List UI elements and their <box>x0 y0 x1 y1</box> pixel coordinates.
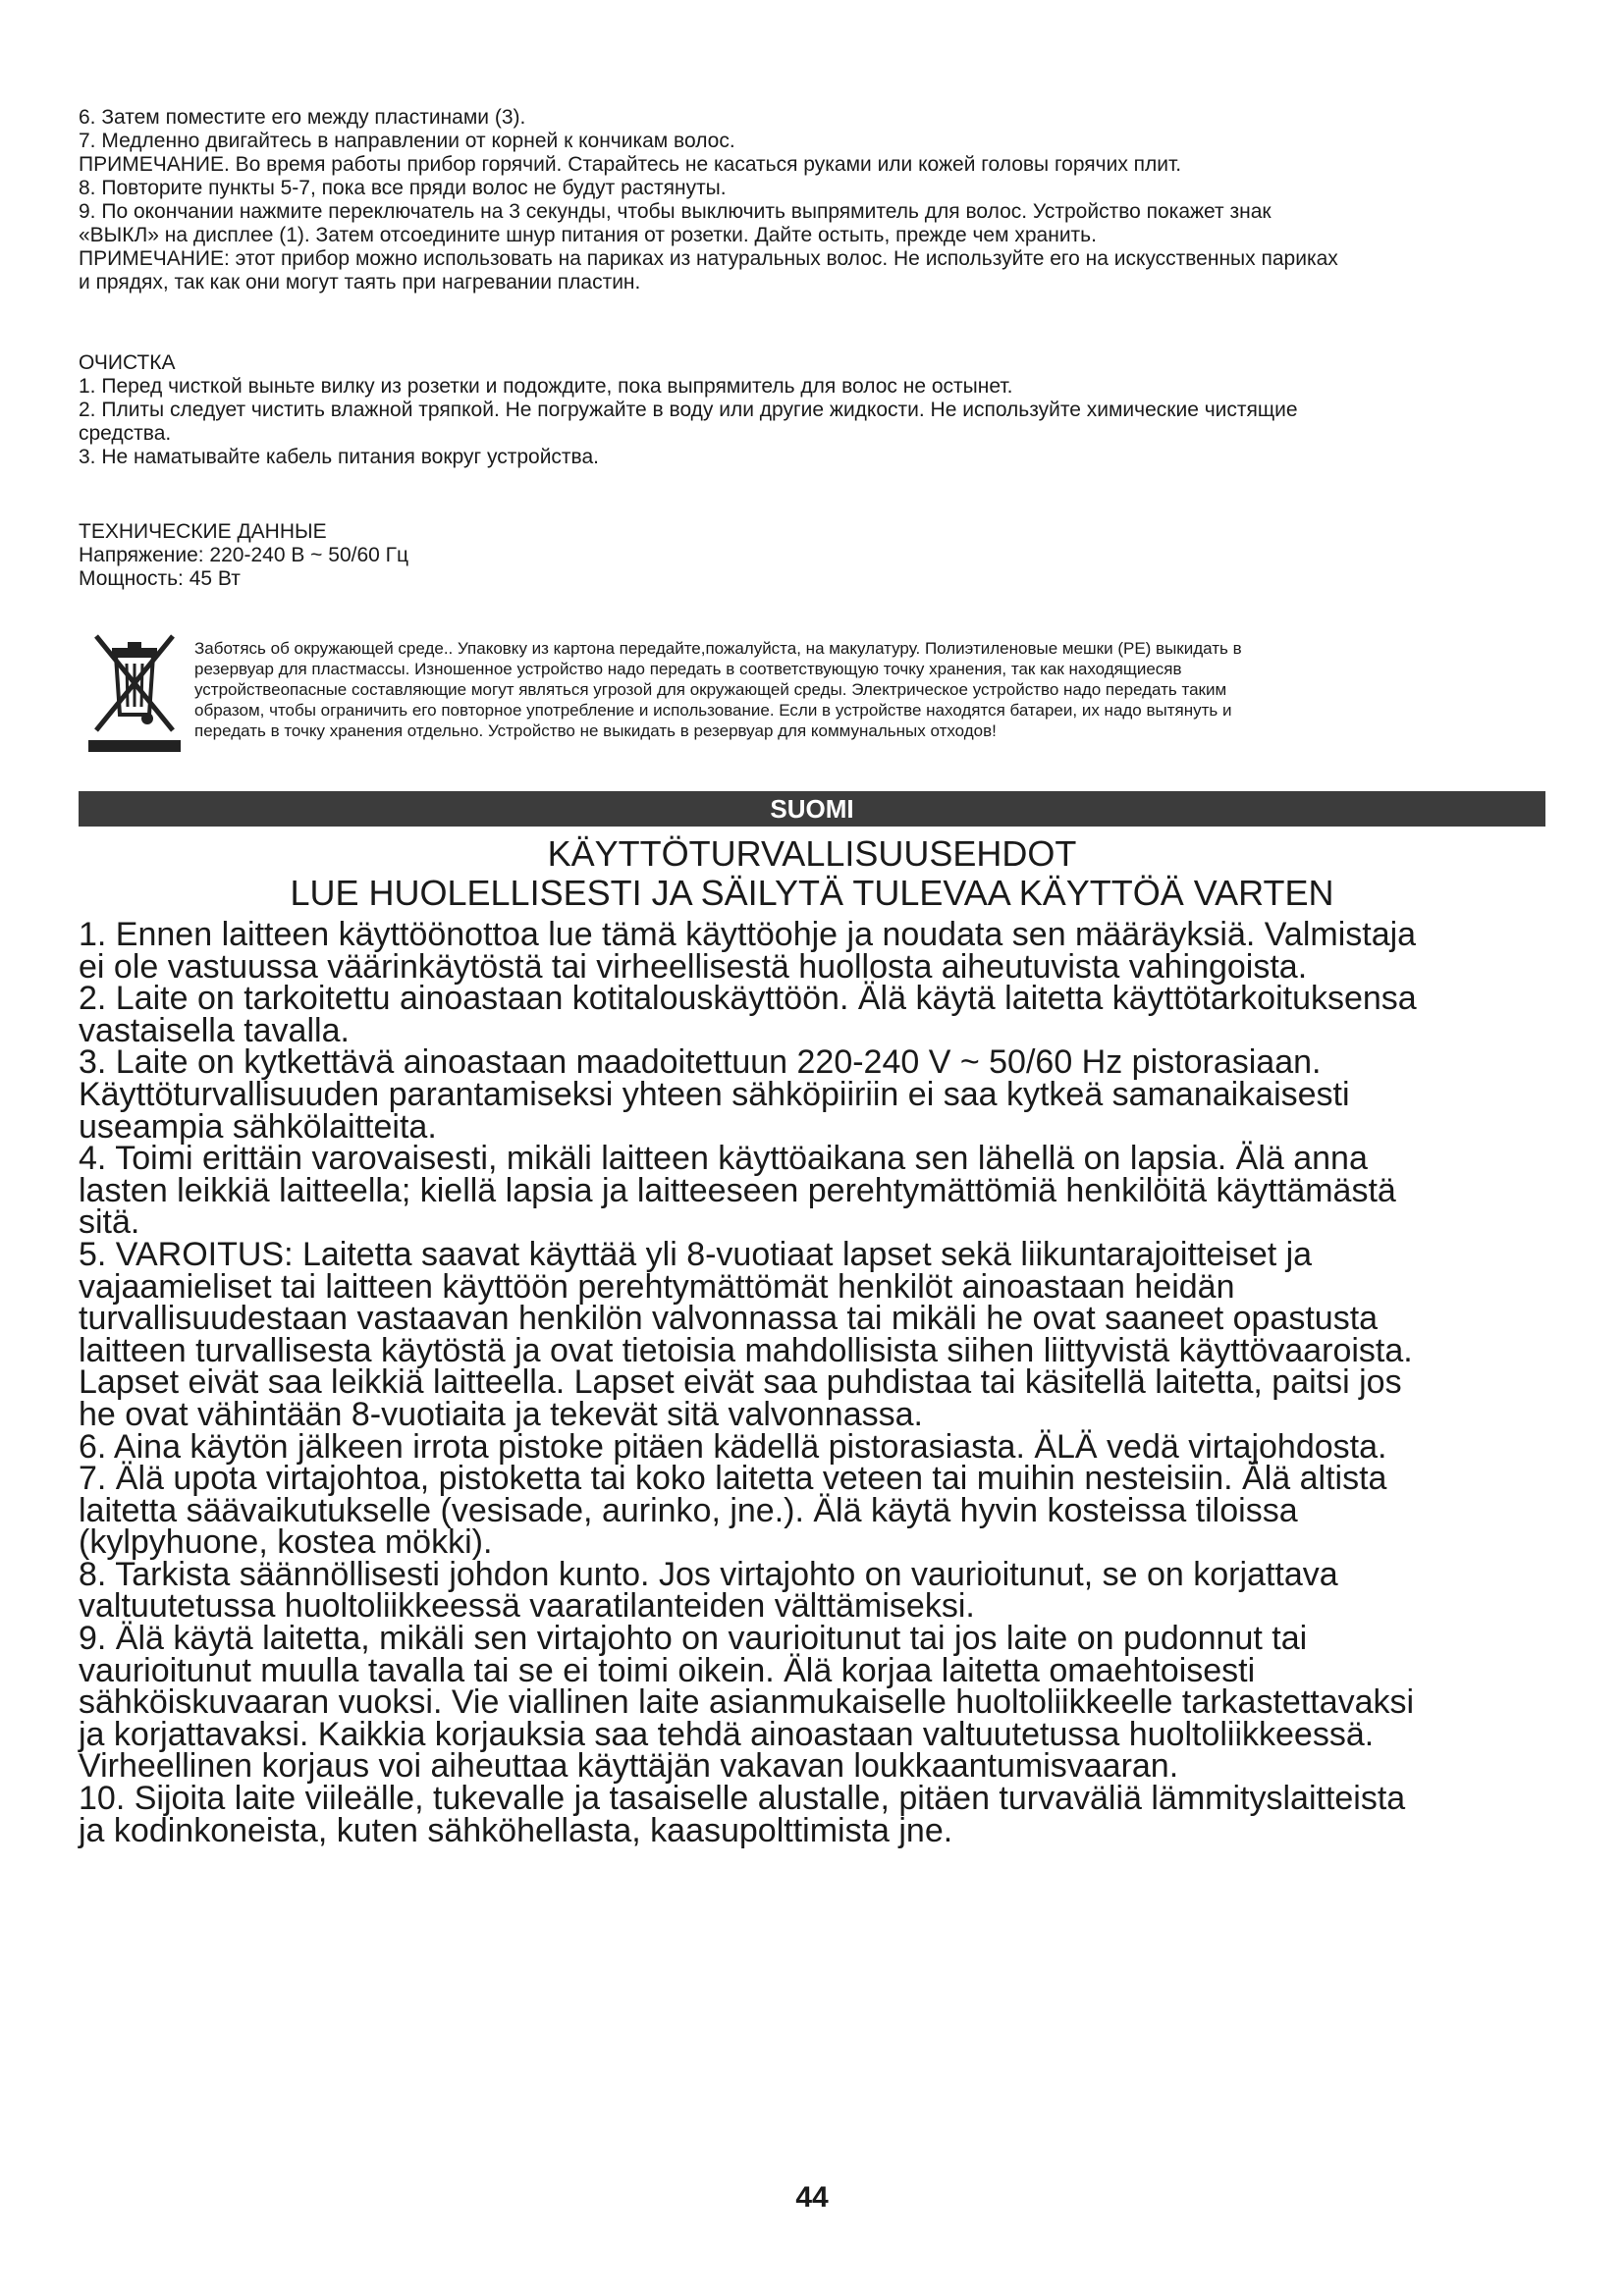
text-line: ja korjattavaksi. Kaikkia korjauksia saa tehdä ainoastaan valtuutetussa huoltoliikkeessä. <box>79 1715 1375 1753</box>
text-line: 7. Älä upota virtajohtoa, pistoketta tai koko laitetta veteen tai muihin nesteisiin. Älä altista <box>79 1460 1387 1498</box>
text-line: laitetta säävaikutukselle (vesisade, aurinko, jne.). Älä käytä hyvin kosteissa tiloissa <box>79 1491 1298 1529</box>
text-line: 4. Toimi erittäin varovaisesti, mikäli laitteen käyttöaikana sen lähellä on lapsia. Älä anna <box>79 1140 1368 1178</box>
text-line: Заботясь об окружающей среде.. Упаковку из картона передайте,пожалуйста, на макулатуру. Полиэтиленовые мешки (PE) выкидать в <box>194 639 1242 658</box>
text-line: 8. Tarkista säännöllisesti johdon kunto. Jos virtajohto on vaurioitunut, se on korjattava <box>79 1555 1338 1593</box>
text-line: ПРИМЕЧАНИЕ: этот прибор можно использовать на париках из натуральных волос. Не используйте его на искусственных париках <box>79 247 1338 270</box>
text-line: 2. Плиты следует чистить влажной тряпкой. Не погружайте в воду или другие жидкости. Не используйте химические чистящие <box>79 399 1298 421</box>
text-line: Мощность: 45 Вт <box>79 567 241 590</box>
text-line: vaurioitunut muulla tavalla tai se ei toimi oikein. Älä korjaa laitetta omaehtoisesti <box>79 1651 1256 1689</box>
text-line: ПРИМЕЧАНИЕ. Во время работы прибор горячий. Старайтесь не касаться руками или кожей головы горячих плит. <box>79 153 1182 176</box>
fi-title-2: LUE HUOLELLISESTI JA SÄILYTÄ TULEVAA KÄYTTÖÄ VARTEN <box>290 873 1334 913</box>
tech-data-section <box>79 520 1551 591</box>
section-banner: SUOMI <box>79 791 1545 827</box>
text-line: vajaamieliset tai laitteen käyttöön perehtymättömät henkilöt ainoastaan heidän <box>79 1267 1235 1306</box>
text-line: 2. Laite on tarkoitettu ainoastaan kotitalouskäyttöön. Älä käytä laitetta käyttötarkoituksensa <box>79 980 1417 1018</box>
text-line: vastaisella tavalla. <box>79 1011 350 1049</box>
text-line: устройствеопасные составляющие могут являться угрозой для окружающей среды. Электрическое устройство надо передать таким <box>194 680 1227 699</box>
text-line: 9. По окончании нажмите переключатель на 3 секунды, чтобы выключить выпрямитель для волос. Устройство покажет знак <box>79 200 1272 223</box>
text-line: sitä. <box>79 1203 140 1242</box>
text-line: ja kodinkoneista, kuten sähköhellasta, kaasupolttimista jne. <box>79 1811 953 1849</box>
text-line: 7. Медленно двигайтесь в направлении от корней к кончикам волос. <box>79 130 735 152</box>
text-line: передать в точку хранения отдельно. Устройство не выкидать в резервуар для коммунальных отходов! <box>194 721 997 740</box>
cleaning-section <box>79 351 1551 469</box>
text-line: (kylpyhuone, kostea mökki). <box>79 1523 493 1562</box>
text-line: he ovat vähintään 8-vuotiaita ja tekevät sitä valvonnassa. <box>79 1395 923 1433</box>
finnish-safety-text <box>79 916 1551 1849</box>
text-line: lasten leikkiä laitteella; kiellä lapsia ja laitteeseen perehtymättömiä henkilöitä käyttämästä <box>79 1171 1396 1209</box>
text-line: 8. Повторите пункты 5-7, пока все пряди волос не будут растянуты. <box>79 177 727 199</box>
text-line: 5. VAROITUS: Laitetta saavat käyttää yli 8-vuotiaat lapset sekä liikuntarajoitteiset ja <box>79 1235 1313 1273</box>
crossed-out-wheelie-bin-icon <box>82 628 187 754</box>
weee-notice <box>79 628 1551 766</box>
text-line: turvallisuudestaan vastaavan henkilön valvonnassa tai mikäli he ovat saaneet opastusta <box>79 1300 1379 1338</box>
text-line: ei ole vastuussa väärinkäytöstä tai virheellisestä huollosta aiheutuvista vahingoista. <box>79 947 1308 986</box>
text-line: «ВЫКЛ» на дисплее (1). Затем отсоедините шнур питания от розетки. Дайте остыть, прежде чем хранить. <box>79 224 1097 246</box>
text-line: useampia sähkölaitteita. <box>79 1107 437 1146</box>
text-line: 10. Sijoita laite viileälle, tukevalle ja tasaiselle alustalle, pitäen turvaväliä lämmityslaitteista <box>79 1780 1406 1818</box>
text-line: 3. Не наматывайте кабель питания вокруг устройства. <box>79 446 599 468</box>
cleaning-heading: ОЧИСТКА <box>79 351 176 374</box>
text-line: Напряжение: 220-240 В ~ 50/60 Гц <box>79 544 409 566</box>
text-line: 1. Перед чисткой выньте вилку из розетки и подождите, пока выпрямитель для волос не остынет. <box>79 375 1013 398</box>
text-line: valtuutetussa huoltoliikkeessä vaaratilanteiden välttämiseksi. <box>79 1587 975 1626</box>
text-line: резервуар для пластмассы. Изношенное устройство надо передать в соответствующую точку хранения, так как находящиесяв <box>194 660 1182 678</box>
text-line: образом, чтобы ограничить его повторное употребление и использование. Если в устройстве находятся батареи, их надо вытянуть и <box>194 701 1232 720</box>
text-line: 1. Ennen laitteen käyttöönottoa lue tämä käyttöohje ja noudata sen määräyksiä. Valmistaja <box>79 916 1417 953</box>
tech-heading: ТЕХНИЧЕСКИЕ ДАННЫЕ <box>79 520 327 543</box>
text-line: Lapset eivät saa leikkiä laitteella. Lapset eivät saa puhdistaa tai käsitellä laitetta, paitsi jos <box>79 1363 1402 1402</box>
page-number: 44 <box>795 2181 829 2214</box>
text-line: средства. <box>79 422 172 445</box>
text-line: 9. Älä käytä laitetta, mikäli sen virtajohto on vaurioitunut tai jos laite on pudonnut tai <box>79 1620 1308 1658</box>
russian-instructions <box>79 106 1551 294</box>
text-line: laitteen turvallisesta käytöstä ja ovat tietoisia mahdollisista siihen liittyvistä käyttövaaroista. <box>79 1331 1413 1369</box>
text-line: 3. Laite on kytkettävä ainoastaan maadoitettuun 220-240 V ~ 50/60 Hz pistorasiaan. <box>79 1043 1322 1082</box>
text-line: 6. Aina käytön jälkeen irrota pistoke pitäen kädellä pistorasiasta. ÄLÄ vedä virtajohdosta. <box>79 1427 1387 1466</box>
text-line: Virheellinen korjaus voi aiheuttaa käyttäjän vakavan loukkaantumisvaaran. <box>79 1747 1179 1786</box>
text-line: Käyttöturvallisuuden parantamiseksi yhteen sähköpiiriin ei saa kytkeä samanaikaisesti <box>79 1075 1350 1113</box>
text-line: и прядях, так как они могут таять при нагревании пластин. <box>79 271 641 294</box>
text-line: 6. Затем поместите его между пластинами (3). <box>79 106 526 129</box>
text-line: sähköiskuvaaran vuoksi. Vie viallinen laite asianmukaiselle huoltoliikkeelle tarkastettavaksi <box>79 1683 1415 1722</box>
fi-title-1: KÄYTTÖTURVALLISUUSEHDOT <box>547 833 1077 874</box>
